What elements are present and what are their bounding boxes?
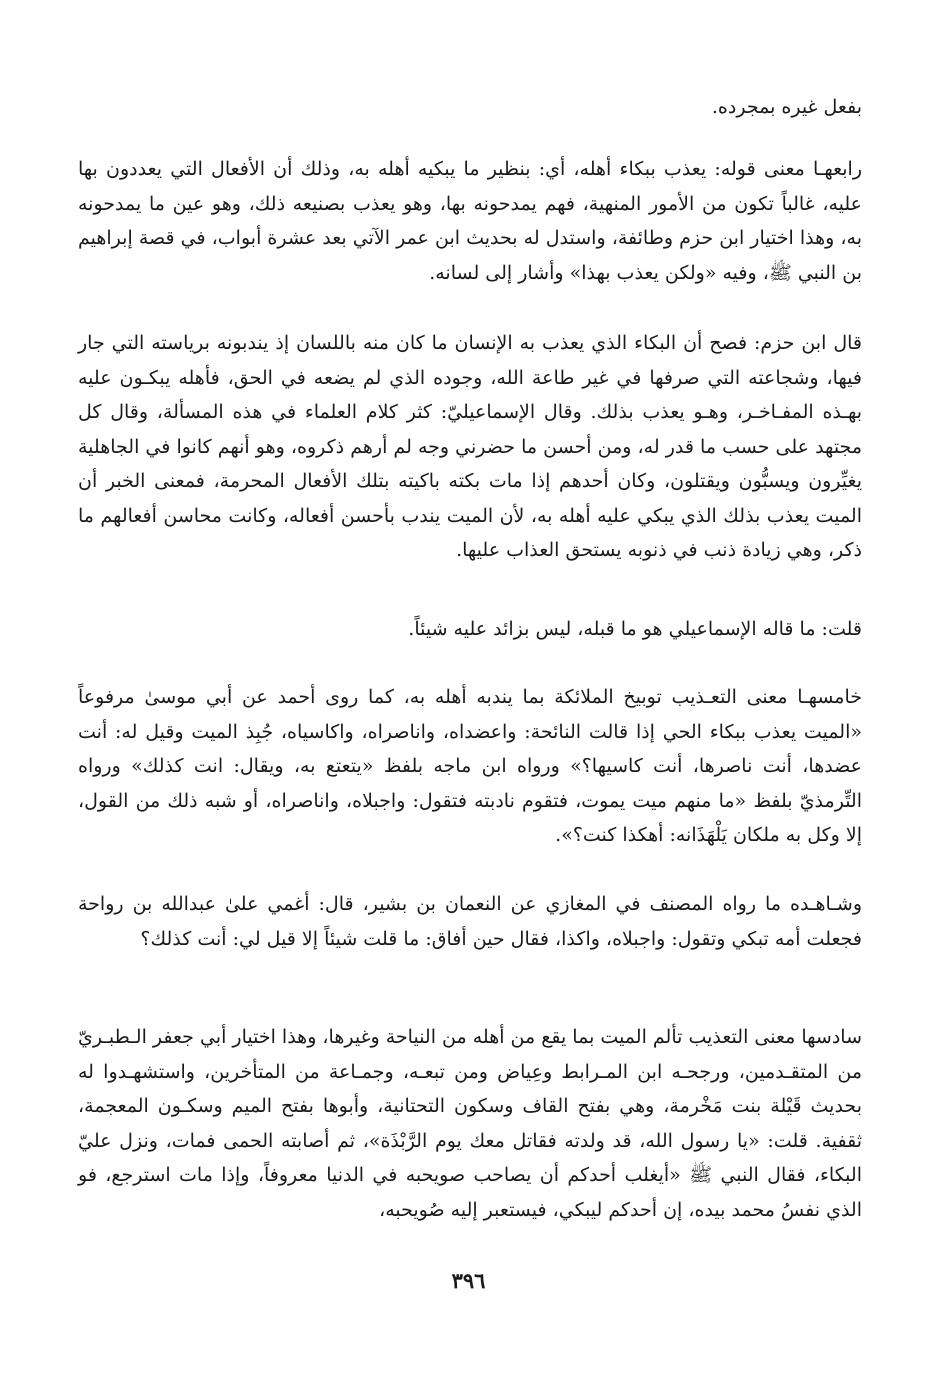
paragraph-ibn-hazm: قال ابن حزم: فصح أن البكاء الذي يعذب به الإنسان ما كان منه باللسان إذ يندبونه برياسته التي جار فيها، وشجاعته التي صرفها في غير طاعة الله، وجوده الذي لم يضعه في الحق، فأهله يبكـون عليه بهـذه المفـاخـر، وهـو يعذب بذلك. وقال الإسماعيليّ: كثر كلام العلماء في هذه المسألة، وقال كل مجتهد على حسب ما قدر له، ومن أحسن ما حضرني وجه لم أرهم ذكروه، وهو أنهم كانوا في الجاهلية يغيِّرون ويسبُّون ويقتلون، وكان أحدهم إذا مات بكته باكيته بتلك الأفعال المحرمة، فمعنى الخبر أن الميت يعذب بذلك الذي يبكي عليه أهله به، لأن الميت يندب بأحسن أفعاله، وكانت محاسن أفعالهم ما ذكر، وهي زيادة ذنب في ذنوبه يستحق العذاب عليها. — [78, 332, 862, 561]
paragraph-author-note: قلت: ما قاله الإسماعيلي هو ما قبله، ليس بزائد عليه شيئاً. — [408, 618, 862, 640]
paragraph-fourth-meaning: رابعهـا معنى قوله: يعذب ببكاء أهله، أي: بنظير ما يبكيه أهله به، وذلك أن الأفعال التي يعددون بها عليه، غالباً تكون من الأمور المنهية، فهم يمدحونه بها، وهو يعذب بصنيعه ذلك، وهو عين ما يمدحونه به، وهذا اختيار ابن حزم وطائفة، واستدل له بحديث ابن عمر الآتي بعد عشرة أبواب، في قصة إبراهيم بن النبي ﷺ، وفيه «ولكن يعذب بهذا» وأشار إلى لسانه. — [78, 158, 862, 284]
intro-line: بفعل غيره بمجرده. — [711, 96, 862, 118]
paragraph-witness: وشـاهـده ما رواه المصنف في المغازي عن النعمان بن بشير، قال: أغمي علىٰ عبدالله بن رواحة فجعلت أمه تبكي وتقول: واجبلاه، واكذا، فقال حين أفاق: ما قلت شيئاً إلا قيل لي: أنت كذلك؟ — [78, 893, 862, 950]
page-number: ٣٩٦ — [451, 1268, 486, 1293]
paragraph-sixth-meaning: سادسها معنى التعذيب تألم الميت بما يقع من أهله من النياحة وغيرها، وهذا اختيار أبي جعفر الـطبـريّ من المتقـدمين، ورجحـه ابن المـرابط وعِياض ومن تبعـه، وجمـاعة من المتأخرين، واستشهـدوا له بحديث قَيْلة بنت مَخْرمة، وهي بفتح القاف وسكون التحتانية، وأبوها بفتح الميم وسكـون المعجمة، ثقفية. قلت: «يا رسول الله، قد ولدته فقاتل معك يوم الرَّبْذَة»، ثم أصابته الحمى فمات، ونزل عليّ البكاء، فقال النبي ﷺ «أيغلب أحدكم أن يصاحب صويحبه في الدنيا معروفاً، وإذا مات استرجع، فو الذي نفسُ محمد بيده، إن أحدكم ليبكي، فيستعبر إليه صُويحبه، — [78, 1026, 862, 1221]
paragraph-fifth-meaning: خامسهـا معنى التعـذيب توبيخ الملائكة بما يندبه أهله به، كما روى أحمد عن أبي موسىٰ مرفوعاً «الميت يعذب ببكاء الحي إذا قالت النائحة: واعضداه، واناصراه، واكاسياه، جُبِذ الميت وقيل له: أنت عضدها، أنت ناصرها، أنت كاسيها؟» ورواه ابن ماجه بلفظ «يتعتع به، ويقال: انت كذلك» ورواه التِّرمذيّ بلفظ «ما منهم ميت يموت، فتقوم نادبته فتقول: واجبلاه، واناصراه، أو شبه ذلك من القول، إلا وكل به ملكان يَلْهَذَانه: أهكذا كنت؟». — [78, 686, 862, 846]
